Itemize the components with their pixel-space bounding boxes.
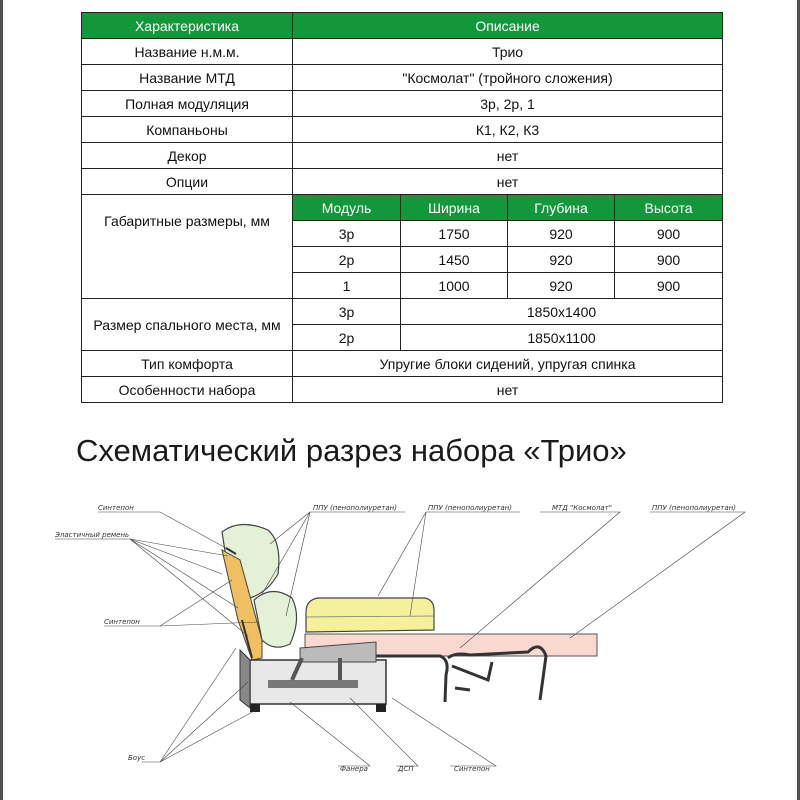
dim-cell: 900 <box>615 273 723 299</box>
row-value: Трио <box>293 39 723 65</box>
dim-cell: 2р <box>293 247 401 273</box>
row-label: Полная модуляция <box>82 91 293 117</box>
label-sintepon-top: Синтепон <box>98 504 134 512</box>
table-row <box>82 143 723 169</box>
dim-cell: 900 <box>615 247 723 273</box>
label-box: Боус <box>128 754 146 762</box>
sleeping-size: 1850х1400 <box>401 299 723 325</box>
dim-header-height: Высота <box>615 195 723 221</box>
sleeping-size: 1850х1100 <box>401 325 723 351</box>
label-dsp: ДСП <box>398 765 414 773</box>
dim-header-width: Ширина <box>401 195 508 221</box>
dim-header-module: Модуль <box>293 195 401 221</box>
row-label: Декор <box>82 143 293 169</box>
side-panel-shape <box>240 650 250 708</box>
header-characteristic: Характеристика <box>82 13 293 39</box>
row-label: Название н.м.м. <box>82 39 293 65</box>
label-sintepon-bottom: Синтепон <box>454 765 490 773</box>
row-value: К1, К2, К3 <box>293 117 723 143</box>
dimensions-header-row <box>82 195 723 221</box>
dim-cell: 920 <box>508 247 615 273</box>
table-row <box>82 91 723 117</box>
row-value: "Космолат" (тройного сложения) <box>293 65 723 91</box>
dim-cell: 1 <box>293 273 401 299</box>
table-row <box>82 65 723 91</box>
sleeping-row <box>82 299 723 325</box>
foot-right-shape <box>376 704 386 712</box>
sleeping-label: Размер спального места, мм <box>82 299 293 351</box>
label-fanera: Фанера <box>340 765 368 773</box>
sleeping-module: 2р <box>293 325 401 351</box>
dimensions-label: Габаритные размеры, мм <box>82 195 293 299</box>
dim-cell: 920 <box>508 273 615 299</box>
table-header-row <box>82 13 723 39</box>
header-description: Описание <box>293 13 723 39</box>
row-label: Компаньоны <box>82 117 293 143</box>
table-row <box>82 377 723 403</box>
dim-cell: 1000 <box>401 273 508 299</box>
dim-cell: 1450 <box>401 247 508 273</box>
label-ppu-2: ППУ (пенополиуретан) <box>428 504 512 512</box>
label-ppu-3: ППУ (пенополиуретан) <box>652 504 736 512</box>
label-mtd: МТД "Космолат" <box>552 504 612 512</box>
label-ppu-1: ППУ (пенополиуретан) <box>313 504 397 512</box>
label-elastic-belt: Эластичный ремень <box>55 531 130 539</box>
row-label: Особенности набора <box>82 377 293 403</box>
table-row <box>82 351 723 377</box>
table-row <box>82 169 723 195</box>
seat-cushion-shape <box>306 598 434 632</box>
row-value: нет <box>293 377 723 403</box>
sofa-cross-section-diagram <box>0 490 800 790</box>
table-row <box>82 117 723 143</box>
table-row <box>82 39 723 65</box>
section-title: Схематический разрез набора «Трио» <box>76 433 627 468</box>
dim-cell: 920 <box>508 221 615 247</box>
row-label: Тип комфорта <box>82 351 293 377</box>
dim-header-depth: Глубина <box>508 195 615 221</box>
row-label: Название МТД <box>82 65 293 91</box>
spec-table <box>81 12 723 403</box>
dim-cell: 3р <box>293 221 401 247</box>
row-value: нет <box>293 169 723 195</box>
dim-cell: 1750 <box>401 221 508 247</box>
row-value: Упругие блоки сидений, упругая спинка <box>293 351 723 377</box>
label-sintepon-mid: Синтепон <box>104 618 140 626</box>
sleeping-module: 3р <box>293 299 401 325</box>
row-value: 3р, 2р, 1 <box>293 91 723 117</box>
row-value: нет <box>293 143 723 169</box>
box-slot-shape <box>268 680 358 688</box>
row-label: Опции <box>82 169 293 195</box>
dim-cell: 900 <box>615 221 723 247</box>
